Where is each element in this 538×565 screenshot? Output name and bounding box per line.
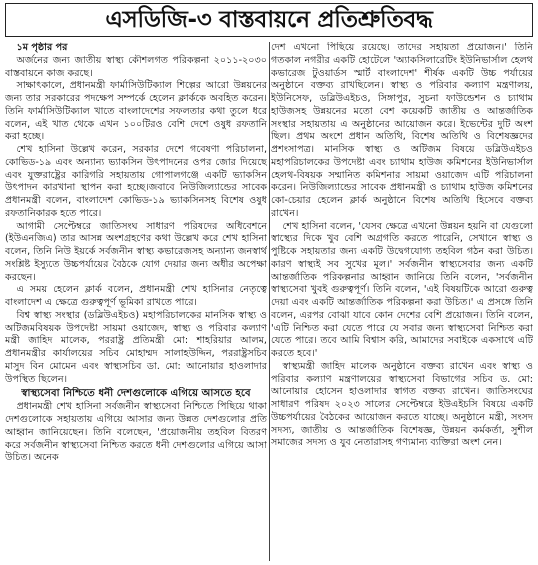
paragraph: শেখ হাসিনা বলেন, 'যেসব ক্ষেত্রে এখনো উন্নয়ন হয়নি বা যেগুলো স্বাস্থ্যের দিকে খুব বেশি অগ্রগতি করতে পারেনি, সেখানে স্বাস্থ্য ও পুষ্টিকে সহায়তার জন্য একটি উদ্বেগযোগ্য তহবিল গঠন করা উচিত। কারণ স্বাস্থ্যই সব সুখের মূল।' সর্বজনীন স্বাস্থ্যসেবার জন্য একটি আন্তর্জাতিক পরিকল্পনার আহ্বান জানিয়ে তিনি বলেন, 'সর্বজনীন স্বাস্থ্যসেবা খুবই গুরুত্বপূর্ণ। তিনি বলেন, 'এই বিষয়টিকে আরো গুরুত্ব দেয়া এবং একটি আন্তর্জাতিক পরিকল্পনা করা উচিত।' এ প্রসঙ্গে তিনি বলেন, এরপর বোঝা যাবে কোন দেশের বেশি প্রয়োজন। তিনি বলেন, 'এটি নিশ্চিত করা যেতে পারে যে সবার জন্য স্বাস্থ্যসেবা নিশ্চিত করা যেতে পারে। তবে আমি বিশ্বাস করি, আমাদের সবাইকে একসাথে এটি করতে হবে।': [271, 220, 533, 359]
paragraph: স্বাস্থ্যমন্ত্রী জাহিদ মালেক অনুষ্ঠানে বক্তব্য রাখেন এবং স্বাস্থ্য ও পরিবার কল্যাণ মন্ত্রণালয়ের স্বাস্থ্যসেবা বিভাগের সচিব ড. মো: আনোয়ার হোসেন হাওলাদার স্বাগত বক্তব্য রাখেন। জাতিসংঘের সাধারণ পরিষদ ২০২৩ সালের সেপ্টেম্বরে ইউএইচসি বিষয়ে একটি উচ্চপর্যায়ের বৈঠকের আয়োজন করতে যাচ্ছে। অনুষ্ঠানে মন্ত্রী, সংসদ সদস্য, জাতীয় ও আন্তর্জাতিক বিশেষজ্ঞ, উন্নয়ন কর্মকর্তা, সুশীল সমাজের সদস্য ও যুব নেতারাসহ গণ্যমান্য ব্যক্তিরা অংশ নেন।: [271, 360, 533, 449]
paragraph: প্রধানমন্ত্রী শেখ হাসিনা সর্বজনীন স্বাস্থ্যসেবা নিশ্চিতে পিছিয়ে থাকা দেশগুলোকে সহায়তায় এগিয়ে আসার জন্য উন্নত দেশগুলোর প্রতি আহ্বান জানিয়েছেন। তিনি বলেছেন, 'প্রয়োজনীয় তহবিল বিতরণ করে সর্বজনীন স্বাস্থ্যসেবা নিশ্চিত করতে ধনী দেশগুলোর এগিয়ে আসা উচিত। অনেক: [5, 401, 267, 464]
paragraph: অর্জনের জন্য জাতীয় স্বাস্থ্য কৌশলগত পরিকল্পনা ২০১১-২০৩০ বাস্তবায়নে কাজ করছে।: [5, 54, 267, 79]
column-divider: [269, 42, 270, 561]
column-left: [5, 42, 267, 561]
paragraph: আগামী সেপ্টেম্বরে জাতিসংঘ সাধারণ পরিষদের অধিবেশনে (ইউএনজিএ) তার আসন্ন অংশগ্রহণের কথা উল্লেখ করে শেখ হাসিনা বলেন, তিনি নিউ ইয়র্কে সর্বজনীন স্বাস্থ্য কভারেজসহ অন্যান্য জনস্বার্থ সংশ্লিষ্ট ইস্যুতে উচ্চপর্যায়ের বৈঠকে যোগ দেয়ার জন্য অধীর অপেক্ষা করছেন।: [5, 220, 267, 283]
headline: এসডিজি-৩ বাস্তবায়নে প্রতিশ্রুতিবদ্ধ: [5, 3, 533, 37]
paragraph: বিশ্ব স্বাস্থ্য সংস্থার (ডব্লিউএইচও) মহাপরিচালকের মানসিক স্বাস্থ্য ও অটিজমবিষয়ক উপদেষ্টা সায়মা ওয়াজেদ, স্বাস্থ্য ও পরিবার কল্যাণ মন্ত্রী জাহিদ মালেক, পররাষ্ট্র প্রতিমন্ত্রী মো: শাহরিয়ার আলম, প্রধানমন্ত্রীর কার্যালয়ের সচিব মোহাম্মদ সালাহউদ্দিন, পররাষ্ট্রসচিব মাসুদ বিন মোমেন এবং স্বাস্থ্যসচিব ডা. মো: আনোয়ার হাওলাদার উপস্থিত ছিলেন।: [5, 309, 267, 385]
column-right: [271, 42, 533, 561]
paragraph: দেশ এখনো পিছিয়ে রয়েছে। তাদের সহায়তা প্রয়োজন।' তিনি গতকাল নগরীর একটি হোটেলে 'অ্যাকসিলারেটিং ইউনিভার্সাল হেলথ কভারেজ টুওয়ার্ডস স্মার্ট বাংলাদেশ' শীর্ষক একটি উচ্চ পর্যায়ের অনুষ্ঠানে বক্তব্য রাখছিলেন। স্বাস্থ্য ও পরিবার কল্যাণ মন্ত্রণালয়, ইউনিসেফ, ডব্লিউএইচও, সিঙ্গাপুর, সুচনা ফাউন্ডেশন ও চ্যাথাম হাউজসহ উন্নয়নের মতো বেশ কয়েকটি জাতীয় ও আন্তর্জাতিক সংস্থার সহায়তায় এ অনুষ্ঠানের আয়োজন করে। ইভেন্টের দুটি অংশ ছিল। প্রথম অংশে প্রধান অতিথি, বিশেষ অতিথি ও বিশেষজ্ঞদের প্রশংসাপত্র। মানসিক স্বাস্থ্য ও অটিজম বিষয়ে ডব্লিউএইচও মহাপরিচালকের উপদেষ্টা এবং চ্যাথাম হাউজ কমিশনের ইউনিভার্সাল হেলথ-বিষয়ক সম্মানিত কমিশনার সায়মা ওয়াজেদ এটি পরিচালনা করেন। নিউজিল্যান্ডের সাবেক প্রধানমন্ত্রী ও চ্যাথাম হাউজ কমিশনের কো-চেয়ার হেলেন ক্লার্ক অনুষ্ঠানে বিশেষ অতিথি হিসেবে বক্তব্য রাখেন।: [271, 42, 533, 219]
paragraph: শেখ হাসিনা উল্লেখ করেন, সরকার দেশে গবেষণা পরিচালনা, কোভিড-১৯ এবং অন্যান্য ভ্যাকসিন উৎপাদনের ওপর জোর দিয়েছে এবং যুক্তরাষ্ট্রের কারিগরি সহায়তায় গোপালগঞ্জে একটি ভ্যাকসিন উৎপাদন কারখানা স্থাপন করা হচ্ছে।জবাবে নিউজিল্যান্ডের সাবেক প্রধানমন্ত্রী বলেন, বাংলাদেশ কোভিড-১৯ ভ্যাকসিনসহ বিশেষ ওষুধ রফতানিকারক হতে পারে।: [5, 144, 267, 219]
subheading: স্বাস্থ্যসেবা নিশ্চিতে ধনী দেশগুলোকে এগিয়ে আসতে হবে: [21, 388, 251, 400]
paragraph: এ সময় হেলেন ক্লার্ক বলেন, প্রধানমন্ত্রী শেখ হাসিনার নেতৃত্বে বাংলাদেশ এ ক্ষেত্রে গুরুত্বপূর্ণ ভূমিকা রাখতে পারে।: [5, 284, 267, 308]
paragraph: সাক্ষাৎকালে, প্রধানমন্ত্রী ফার্মাসিউটিক্যাল শিল্পের আরো উন্নয়নের জন্য তার সরকারের পদক্ষেপ সম্পর্কে হেলেন ক্লার্ককে অবহিত করেন। তিনি ফার্মাসিউটিক্যাল খাতে বাংলাদেশের সফলতার কথা তুলে ধরে বলেন, এই খাত থেকে এখন ১০০টিরও বেশি দেশে ওষুধ রফতানি করা হচ্ছে।: [5, 80, 267, 143]
continuation-kicker: ১ম পৃষ্ঠার পর: [16, 42, 68, 53]
article-body: [5, 42, 533, 561]
